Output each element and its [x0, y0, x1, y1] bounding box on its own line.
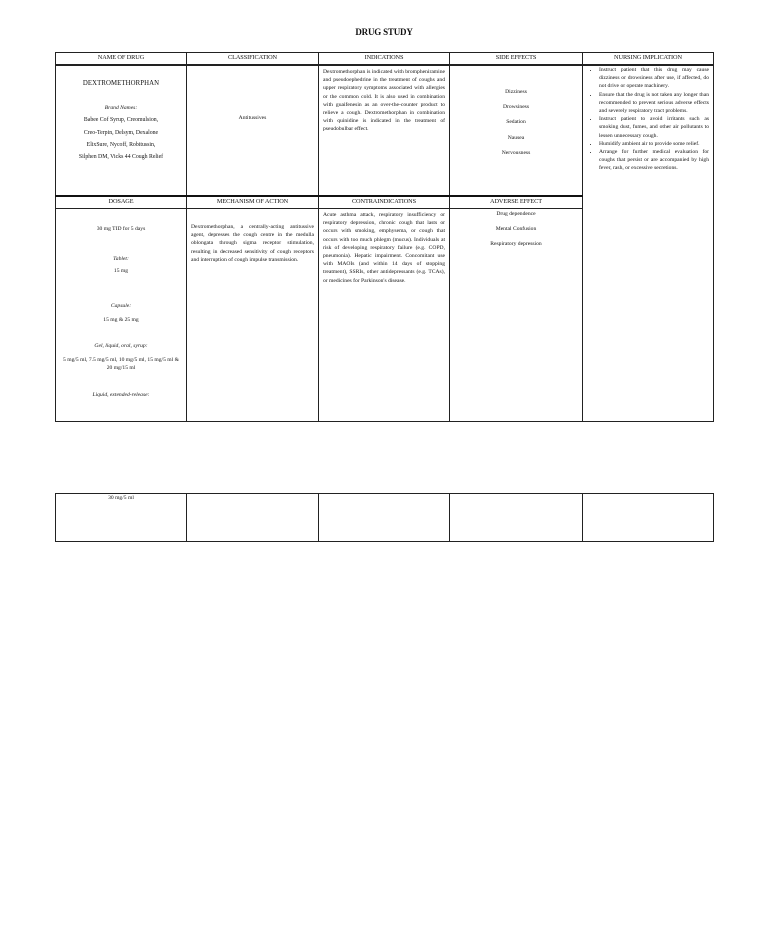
brand-names-label: Brand Names: — [104, 105, 138, 112]
dosage-continued-value: 30 mg/5 ml — [108, 495, 134, 501]
indications-cell — [319, 65, 450, 196]
adverse-item: Drug dependence — [496, 211, 536, 217]
header-contraindications: CONTRAINDICATIONS — [319, 196, 450, 209]
empty-cell — [583, 494, 714, 542]
side-effect-item: Drowsiness — [502, 104, 530, 111]
nursing-item: • Humidify ambient air to provide some relief. — [599, 140, 709, 148]
page-title: DRUG STUDY — [355, 27, 413, 37]
empty-cell — [450, 494, 583, 542]
header-adverse-effect: ADVERSE EFFECT — [450, 196, 583, 209]
drug-name-cell — [56, 65, 187, 196]
dosage-line: 30 mg TID for 5 days — [96, 226, 146, 232]
mechanism-text: Dextromethorphan, a centrally-acting antitussive agent, depresses the cough centre in the medulla oblongata through sigma receptor stimulation, resulting in decreased sensitivity of cough receptors and interruption of cough impulse transmission. — [191, 224, 314, 263]
dosage-cell — [56, 209, 187, 422]
dosage-continued-cell — [56, 494, 187, 542]
contraindications-cell — [319, 209, 450, 422]
side-effect-item: Nervousness — [501, 149, 531, 156]
tablet-value: 15 mg — [113, 268, 129, 275]
indications-text: Dextromethorphan is indicated with brompheniramine and pseudoephedrine in the treatment of coughs and upper respiratory symptoms associated with allergies or the common cold. It is also used in combination with guaifenesin as an over-the-counter product to relieve a cough. Dextromethorphan in combination with quinidine is indicated in the treatment of pseudobulbar effect. — [323, 69, 445, 133]
classification-value: Antitussives — [238, 115, 267, 121]
nursing-item: • Ensure that the drug is not taken any longer than recommended to prevent serious adverse effects and severely respiratory tract problems. — [599, 91, 709, 116]
header-nursing-implication: NURSING IMPLICATION — [583, 53, 714, 66]
header-side-effects: SIDE EFFECTS — [450, 53, 583, 66]
empty-cell — [319, 494, 450, 542]
adverse-item: Mental Confusion — [495, 226, 537, 233]
nursing-item: • Instruct patient that this drug may cause dizziness or drowsiness after use, if affected, do not drive or operate machinery. — [599, 66, 709, 91]
drug-name: DEXTROMETHORPHAN — [82, 80, 160, 87]
mechanism-cell — [187, 209, 319, 422]
header-mechanism-of-action: MECHANISM OF ACTION — [187, 196, 319, 209]
nursing-item: • Arrange for further medical evaluation for coughs that persist or are accompanied by high fever, rash, or excessive secretions. — [599, 148, 709, 173]
drug-study-continued-table — [55, 493, 714, 542]
header-indications: INDICATIONS — [319, 53, 450, 66]
nursing-implication-cell — [583, 65, 714, 422]
gel-value: 5 mg/5 ml, 7.5 mg/5 ml, 10 mg/5 ml, 15 mg/5 ml & 20 mg/15 ml — [63, 357, 179, 372]
side-effect-item: Dizziness — [505, 89, 527, 95]
classification-cell — [187, 65, 319, 196]
contraindications-text: Acute asthma attack, respiratory insufficiency or respiratory depression, chronic cough that lasts or occurs with smoking, emphysema, or cough that occurs with too much phlegm (mucus). Individuals at risk of developing respiratory failure (e.g. COPD, pneumonia). Hepatic impairment. Concomitant use with MAOIs (and within 14 days of stopping treatment), SSRIs, other antidepressants (e.g. TCAs), or medicines for Parkinson's disease. — [323, 212, 445, 284]
capsule-label: Capsule: — [110, 302, 132, 309]
drug-study-table — [55, 52, 714, 422]
header-name-of-drug: NAME OF DRUG — [56, 53, 187, 66]
side-effect-item: Sedation — [506, 119, 526, 126]
header-classification: CLASSIFICATION — [187, 53, 319, 66]
header-dosage: DOSAGE — [56, 196, 187, 209]
empty-cell — [187, 494, 319, 542]
gel-label: Gel, liquid, oral, syrup: — [94, 343, 148, 350]
brand-line: Creo-Terpin, Delsym, Dexalone — [83, 129, 159, 136]
adverse-item: Respiratory depression — [490, 241, 542, 248]
nursing-item: • Instruct patient to avoid irritants such as smoking dust, fumes, and other air pollutants to lessen unnecessary cough. — [599, 115, 709, 140]
side-effects-cell — [450, 65, 583, 196]
side-effect-item: Nausea — [507, 134, 525, 141]
nursing-list — [583, 66, 713, 173]
liquid-label: Liquid, extended-release: — [92, 391, 150, 398]
brand-line: Babee Cof Syrup, Creomulsion, — [83, 117, 159, 124]
adverse-effect-cell — [450, 209, 583, 422]
brand-line: Silphen DM, Vicks 44 Cough Relief — [78, 154, 164, 161]
tablet-label: Tablet: — [113, 256, 129, 263]
capsule-value: 15 mg & 25 mg — [103, 316, 139, 323]
brand-line: ElixSure, Nycoff, Robitussin, — [86, 141, 156, 148]
